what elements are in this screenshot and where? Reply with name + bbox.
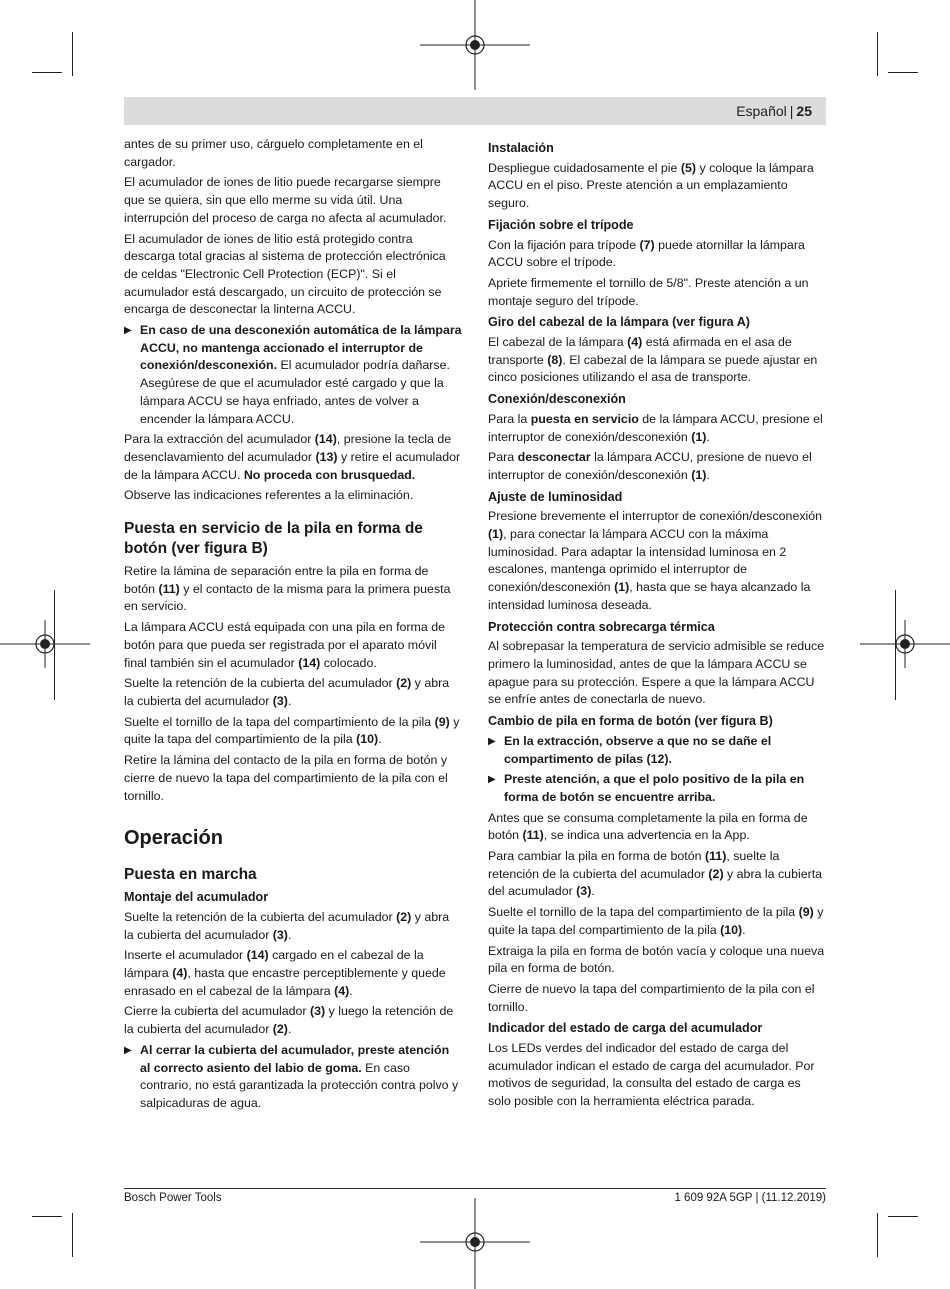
paragraph: Para desconectar la lámpara ACCU, presione de nuevo el interruptor de conexión/desconexión (1). [488, 450, 812, 482]
paragraph: antes de su primer uso, cárguelo completamente en el cargador. [124, 137, 423, 169]
subsection-heading: Montaje del acumulador [124, 890, 269, 905]
paragraph: Cierre la cubierta del acumulador (3) y luego la retención de la cubierta del acumulador (2). [124, 1004, 454, 1037]
subsection-heading: Ajuste de luminosidad [488, 489, 623, 504]
paragraph: El cabezal de la lámpara (4) está afirmada en el asa de transporte (8). El cabezal de la lámpara se puede ajustar en cinco posiciones utilizando el asa de transporte. [488, 335, 818, 385]
paragraph: El acumulador de iones de litio está protegido contra descarga total gracias al sistema de protección electrónica de celdas "Electronic Cell Protection (ECP)". Si el acumulador está descargado, un circuito de protección se encarga de desconectar la linterna ACCU. [124, 231, 446, 317]
section-title: Operación [124, 827, 223, 850]
bullet-text: En la extracción, observe a que no se dañe el compartimento de pilas (12). [504, 733, 772, 766]
subsection-heading: Fijación sobre el trípode [488, 217, 634, 232]
paragraph: Retire la lámina del contacto de la pila en forma de botón y cierre de nuevo la tapa del compartimiento de la pila con el tornillo. [124, 753, 448, 803]
bullet-item [124, 1042, 462, 1113]
paragraph: Los LEDs verdes del indicador del estado de carga del acumulador indican el estado de carga del acumulador. Por motivos de seguridad, la consulta del estado de carga es solo posible con la herramienta eléctrica parada. [488, 1041, 815, 1109]
crop-mark [32, 72, 62, 73]
subsection-heading: Cambio de pila en forma de botón (ver figura B) [488, 714, 773, 729]
bullet-arrow-icon: ▶ [488, 774, 496, 786]
registration-mark-icon [860, 620, 950, 668]
right-column [488, 136, 826, 1114]
subsection-heading: Protección contra sobrecarga térmica [488, 619, 715, 634]
paragraph: Inserte el acumulador (14) cargado en el cabezal de la lámpara (4), hasta que encastre perceptiblemente y quede enrasado en el cabezal de la lámpara (4). [124, 948, 446, 998]
footer-rule [124, 1188, 826, 1189]
paragraph: Observe las indicaciones referentes a la eliminación. [124, 488, 414, 503]
bullet-text: Al cerrar la cubierta del acumulador, preste atención al correcto asiento del labio de goma. En caso contrario, no está garantizada la protección contra polvo y salpicaduras de agua. [140, 1042, 459, 1110]
crop-mark [888, 72, 918, 73]
left-column [124, 136, 462, 1116]
header-separator: | [789, 103, 794, 119]
registration-mark-icon [420, 1198, 530, 1289]
crop-mark [72, 1213, 73, 1257]
paragraph: Suelte el tornillo de la tapa del compartimiento de la pila (9) y quite la tapa del compartimiento de la pila (10). [488, 905, 824, 937]
registration-mark-icon [420, 0, 530, 90]
crop-mark [888, 1216, 918, 1217]
subsection-heading: Conexión/desconexión [488, 392, 626, 407]
paragraph: Suelte el tornillo de la tapa del compartimiento de la pila (9) y quite la tapa del compartimiento de la pila (10). [124, 714, 460, 747]
paragraph: Extraiga la pila en forma de botón vacía y coloque una nueva pila en forma de botón. [488, 943, 825, 976]
registration-mark-icon [0, 620, 90, 668]
bullet-text: En caso de una desconexión automática de la lámpara ACCU, no mantenga accionado el interruptor de conexión/desconexión. El acumulador podría dañarse. Asegúrese de que el acumulador esté cargado y que la lámpara ACCU se haya enfriado, antes de volver a encender la lámpara ACCU. [140, 323, 462, 426]
paragraph: Retire la lámina de separación entre la pila en forma de botón (11) y el contacto de la misma para la primera puesta en servicio. [124, 564, 451, 614]
page-header [124, 97, 826, 125]
crop-mark [32, 1216, 62, 1217]
paragraph: La lámpara ACCU está equipada con una pila en forma de botón para que pueda ser registrada por el aparato móvil final también sin el acumulador (14) colocado. [124, 620, 445, 670]
header-text [736, 103, 812, 119]
bullet-text: Preste atención, a que el polo positivo de la pila en forma de botón se encuentre arriba. [504, 772, 805, 804]
header-language: Español [736, 103, 787, 119]
bullet-item [488, 733, 826, 768]
paragraph: Para la puesta en servicio de la lámpara ACCU, presione el interruptor de conexión/desconexión (1). [488, 411, 823, 444]
bullet-arrow-icon: ▶ [124, 325, 132, 337]
crop-mark [877, 1213, 878, 1257]
crop-mark [877, 32, 878, 76]
page-number: 25 [796, 103, 812, 119]
crop-mark [72, 32, 73, 76]
bullet-item [488, 771, 826, 806]
section-heading: Puesta en marcha [124, 866, 257, 884]
subsection-heading: Instalación [488, 141, 554, 155]
bullet-item [124, 322, 462, 428]
paragraph: Cierre de nuevo la tapa del compartimiento de la pila con el tornillo. [488, 981, 815, 1014]
footer-publisher: Bosch Power Tools [124, 1192, 222, 1204]
subsection-heading: Indicador del estado de carga del acumulador [488, 1021, 763, 1036]
footer-doc-id: 1 609 92A 5GP | (11.12.2019) [674, 1192, 826, 1204]
paragraph: Para la extracción del acumulador (14), presione la tecla de desenclavamiento del acumulador (13) y retire el acumulador de la lámpara ACCU. No proceda con brusquedad. [124, 432, 461, 482]
subsection-heading: Giro del cabezal de la lámpara (ver figura A) [488, 315, 750, 330]
paragraph: Al sobrepasar la temperatura de servicio admisible se reduce primero la luminosidad, antes de que la lámpara ACCU se apague para su protección. Espere a que la lámpara ACCU se enfríe antes de conectarla de nuevo. [488, 639, 825, 707]
paragraph: Con la fijación para trípode (7) puede atornillar la lámpara ACCU sobre el trípode. [488, 237, 805, 270]
paragraph: Presione brevemente el interruptor de conexión/desconexión (1), para conectar la lámpara ACCU con la máxima luminosidad. Para adaptar la intensidad luminosa en 2 escalones, mantenga oprimido el interruptor de conexión/desconexión (1), hasta que se haya alcanzado la intensidad luminosa deseada. [488, 509, 823, 612]
paragraph: Suelte la retención de la cubierta del acumulador (2) y abra la cubierta del acumulador (3). [124, 676, 450, 708]
paragraph: Antes que se consuma completamente la pila en forma de botón (11), se indica una advertencia en la App. [488, 810, 808, 843]
paragraph: Suelte la retención de la cubierta del acumulador (2) y abra la cubierta del acumulador (3). [124, 909, 450, 942]
paragraph: Despliegue cuidadosamente el pie (5) y coloque la lámpara ACCU en el piso. Preste atención a un emplazamiento seguro. [488, 160, 814, 211]
paragraph: Para cambiar la pila en forma de botón (11), suelte la retención de la cubierta del acumulador (2) y abra la cubierta del acumulador (3). [488, 849, 823, 899]
bullet-arrow-icon: ▶ [124, 1044, 132, 1056]
bullet-arrow-icon: ▶ [488, 735, 496, 747]
section-heading: Puesta en servicio de la pila en forma de botón (ver figura B) [124, 520, 423, 558]
paragraph: El acumulador de iones de litio puede recargarse siempre que se quiera, sin que ello merme su vida útil. Una interrupción del proceso de carga no afecta al acumulador. [124, 175, 447, 225]
paragraph: Apriete firmemente el tornillo de 5/8". Preste atención a un montaje seguro del trípode. [488, 275, 809, 308]
